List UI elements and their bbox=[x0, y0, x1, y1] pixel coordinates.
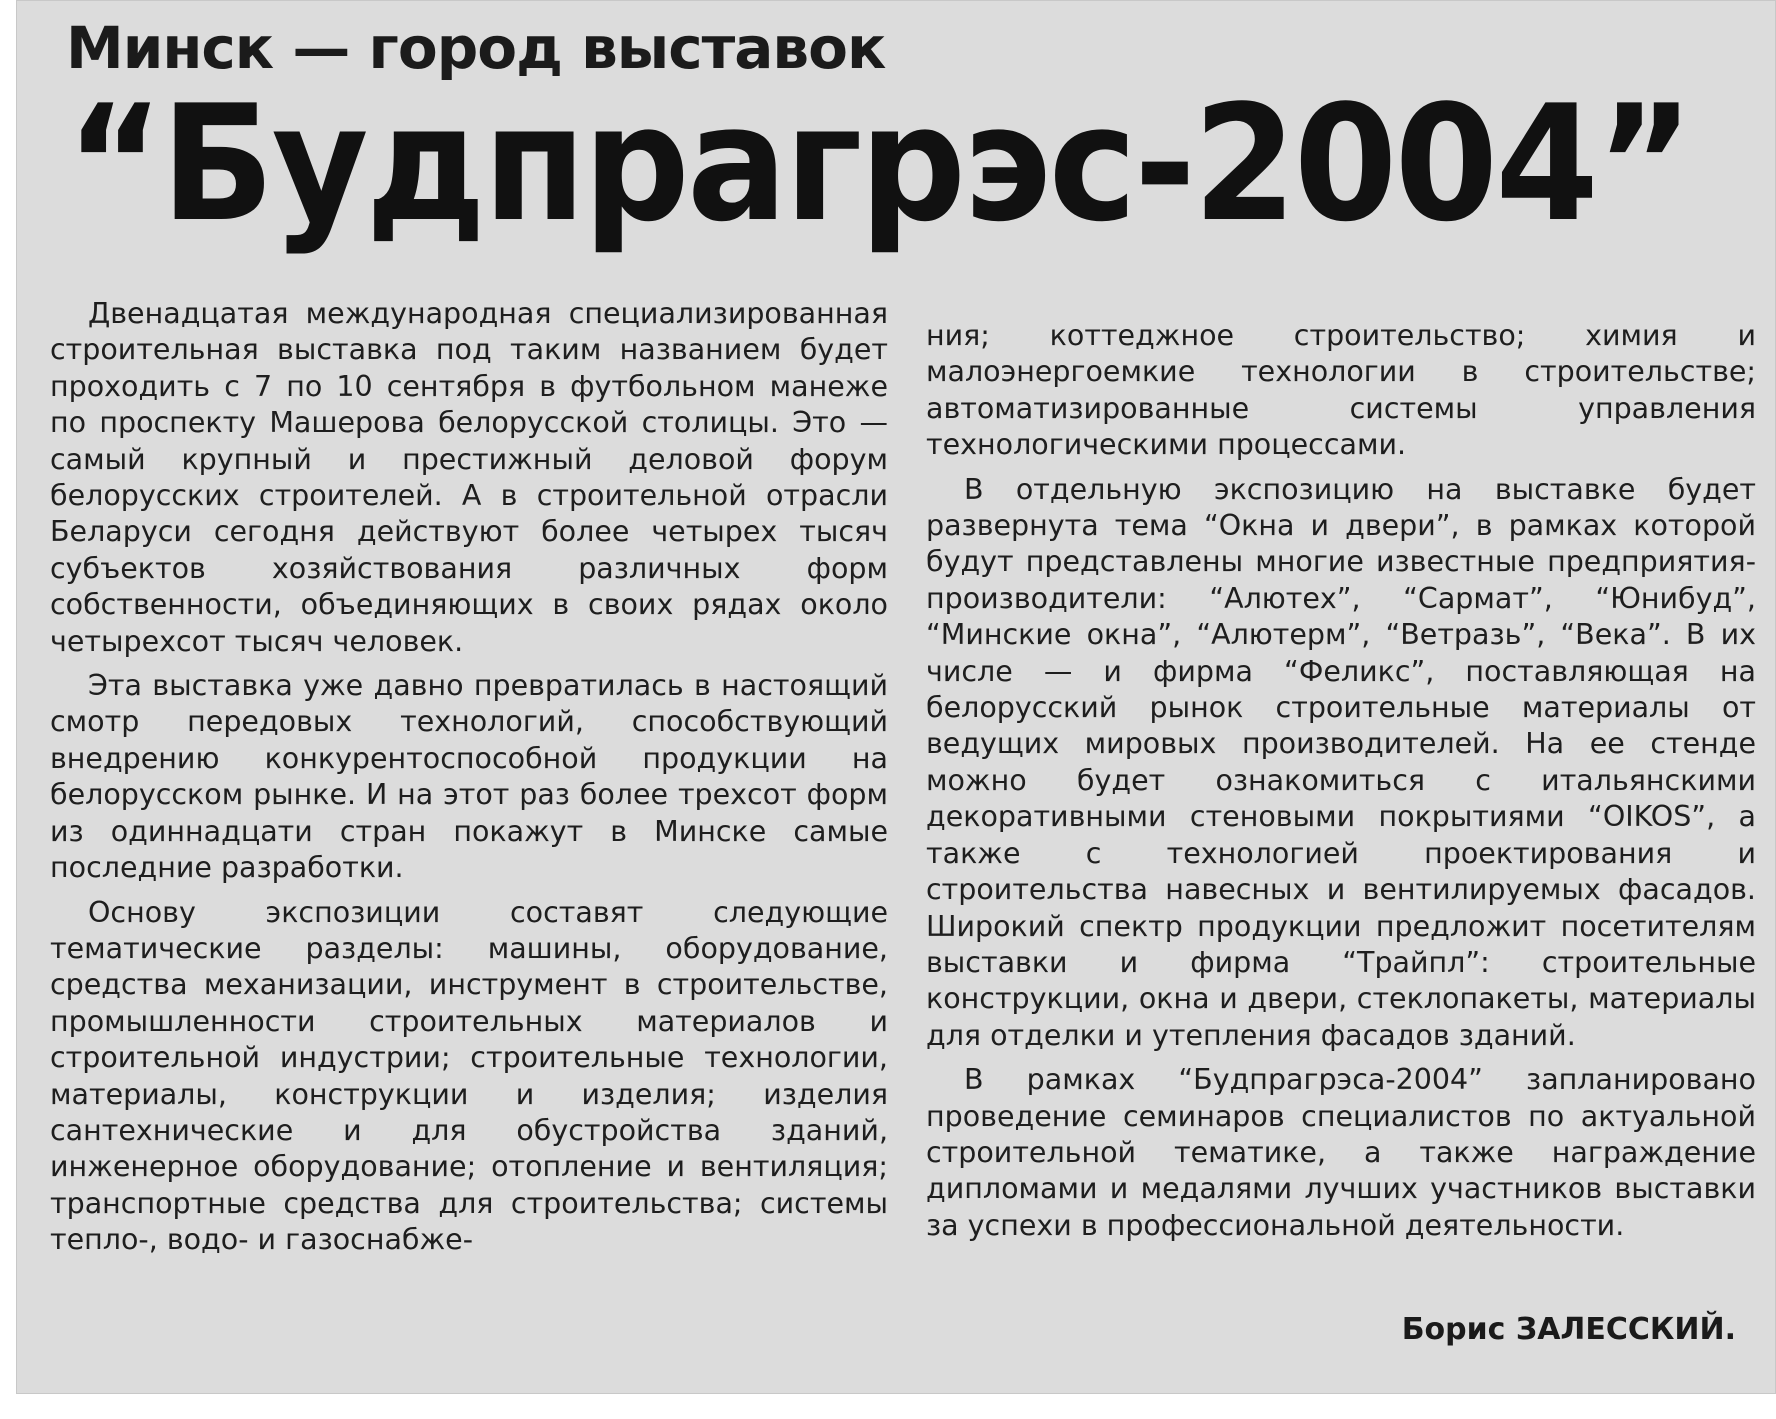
paragraph: В отдельную экспозицию на выставке будет развернута тема “Окна и двери”, в рамках которой будут представлены многие известные предприятия-производители: “Алютех”, “Сармат”, “Юнибуд”, “Минские окна”, “Алютерм”, “Ветразь”, “Века”. В их числе — и фирма “Феликс”, поставляющая на белорусский рынок строительные материалы от ведущих мировых производителей. На ее стенде можно будет ознакомиться с итальянскими декоративными стеновыми покрытиями “OIKOS”, а также с технологией проектирования и строительства навесных и вентилируемых фасадов. Широкий спектр продукции предложит посетителям выставки и фирма “Трайпл”: строительные конструкции, окна и двери, стеклопакеты, материалы для отделки и утепления фасадов зданий. bbox=[926, 472, 1756, 1052]
paragraph: ния; коттеджное строительство; химия и малоэнергоемкие технологии в строительстве; автоматизированные системы управления технологическими процессами. bbox=[926, 319, 1756, 462]
paragraph: Двенадцатая международная специализированная строительная выставка под таким названием будет проходить с 7 по 10 сентября в футбольном манеже по проспекту Машерова белорусской столицы. Это — самый крупный и престижный деловой форум белорусских строителей. А в строительной отрасли Беларуси сегодня действуют более четырех тысяч субъектов хозяйствования различных форм собственности, объединяющих в своих рядах около четырехсот тысяч человек. bbox=[50, 297, 888, 658]
article-column-right bbox=[926, 318, 1756, 1252]
page-margin bbox=[0, 1394, 1776, 1419]
paragraph: Основу экспозиции составят следующие тематические разделы: машины, оборудование, средства механизации, инструмент в строительстве, промышленности строительных материалов и строительной индустрии; строительные технологии, материалы, конструкции и изделия; изделия сантехнические и для обустройства зданий, инженерное оборудование; отопление и вентиляция; транспортные средства для строительства; системы тепло-, водо- и газоснабже- bbox=[50, 895, 888, 1257]
paragraph: В рамках “Будпрагрэса-2004” запланировано проведение семинаров специалистов по актуальной строительной тематике, а также награждение дипломами и медалями лучших участников выставки за успехи в профессиональной деятельности. bbox=[926, 1063, 1756, 1242]
article-byline: Борис ЗАЛЕССКИЙ. bbox=[1401, 1312, 1736, 1347]
newspaper-clipping bbox=[16, 0, 1776, 1394]
article-kicker: Минск — город выставок bbox=[66, 14, 886, 82]
paragraph: Эта выставка уже давно превратилась в настоящий смотр передовых технологий, способствующий внедрению конкурентоспособной продукции на белорусском рынке. И на этот раз более трехсот форм из одиннадцати стран покажут в Минске самые последние разработки. bbox=[50, 669, 888, 885]
article-column-left bbox=[50, 296, 888, 1267]
article-headline: “Будпрагрэс-2004” bbox=[66, 70, 1692, 257]
